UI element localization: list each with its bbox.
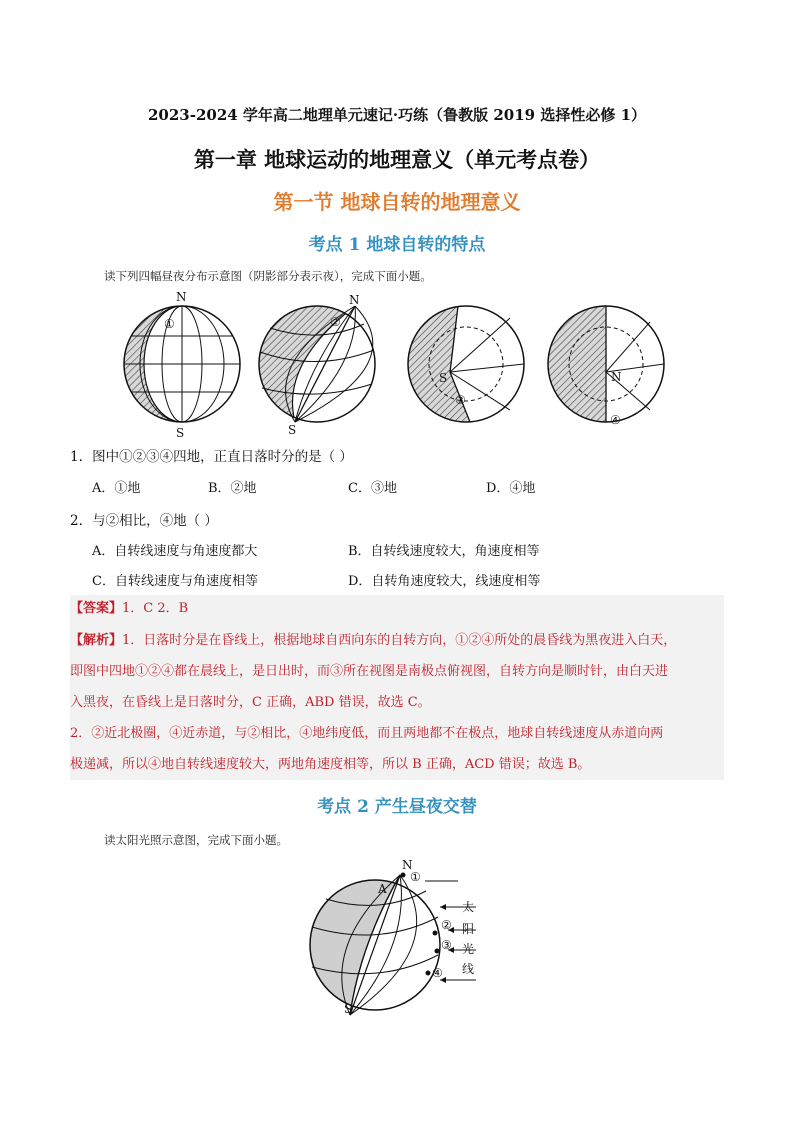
q2-option-a[interactable]: A．自转线速度与角速度都大 (92, 544, 258, 559)
sun-label-4: 线 (462, 962, 475, 976)
marker-4: ④ (610, 413, 621, 427)
chapter-title: 第一章 地球运动的地理意义（单元考点卷） (193, 147, 601, 172)
q1-option-d[interactable]: D．④地 (486, 481, 536, 496)
question-1-stem: 1．图中①②③④四地，正直日落时分的是（ ） (70, 449, 353, 465)
fig2-marker-1: ① (410, 870, 421, 884)
globe2-s-label: S (288, 423, 297, 437)
globe1-s-label: S (176, 426, 185, 440)
globe-4 (540, 292, 664, 438)
fig2-marker-3: ③ (441, 938, 452, 952)
series-title: 2023-2024 学年高二地理单元速记·巧练（鲁教版 2019 选择性必修 1） (147, 106, 647, 124)
point2-intro: 读太阳光照示意图，完成下面小题。 (104, 833, 288, 847)
q2-option-c[interactable]: C．自转线速度与角速度相等 (92, 574, 258, 589)
globe3-s-label: S (439, 371, 448, 385)
point2-title: 考点 2 产生昼夜交替 (317, 797, 477, 817)
answer-text: 1．C 2．B (122, 601, 189, 616)
point1-intro: 读下列四幅昼夜分布示意图（阴影部分表示夜），完成下面小题。 (104, 269, 432, 283)
analysis-label: 【解析】 (70, 633, 123, 648)
point1-title: 考点 1 地球自转的特点 (308, 235, 486, 255)
marker-2: ② (330, 315, 341, 329)
globe-2 (250, 292, 390, 438)
marker-3: ③ (455, 393, 466, 407)
day-night-figure (110, 292, 670, 438)
section-title: 第一节 地球自转的地理意义 (273, 190, 521, 214)
analysis-line-4: 2．②近北极圈，④近赤道，与②相比，④地纬度低，而且两地都不在极点，地球自转线速度从赤道向两 (70, 726, 664, 741)
answer-label: 【答案】 (70, 601, 123, 616)
globe-3 (400, 292, 540, 438)
fig2-s-label: S (344, 1002, 353, 1016)
fig2-n-label: N (402, 858, 413, 872)
globe4-n-label: N (611, 370, 622, 384)
q1-option-a[interactable]: A．①地 (92, 481, 141, 496)
analysis-line-3: 入黑夜，在昏线上是日落时分，C 正确，ABD 错误，故选 C。 (70, 695, 431, 710)
globe1-n-label: N (176, 290, 187, 304)
q1-option-b[interactable]: B．②地 (208, 481, 257, 496)
sunlight-figure (300, 855, 500, 1020)
analysis-line-5: 极递减，所以④地自转线速度较大，两地角速度相等，所以 B 正确，ACD 错误；故选 B。 (70, 757, 591, 772)
fig2-marker-2: ② (441, 918, 452, 932)
fig2-a-label: A (378, 882, 387, 896)
fig2-marker-4: ④ (432, 966, 443, 980)
q2-option-d[interactable]: D．自转角速度较大，线速度相等 (348, 574, 541, 589)
globe-1 (110, 292, 260, 438)
answer-line (70, 594, 726, 624)
analysis-line-1 (70, 626, 726, 656)
marker-1: ① (164, 317, 175, 331)
sun-label-1: 太 (462, 900, 475, 914)
analysis-text-1: 1．日落时分是在昏线上，根据地球自西向东的自转方向，①②④所处的晨昏线为黑夜进入白天， (122, 633, 677, 648)
q2-option-b[interactable]: B．自转线速度较大，角速度相等 (348, 544, 540, 559)
sun-label-2: 阳 (462, 922, 475, 936)
globe2-n-label: N (349, 293, 360, 307)
analysis-line-2: 即图中四地①②④都在晨线上，是日出时，而③所在视图是南极点俯视图，自转方向是顺时针，由白天进 (70, 664, 669, 679)
sun-label-3: 光 (462, 942, 475, 956)
q1-option-c[interactable]: C．③地 (348, 481, 397, 496)
question-2-stem: 2．与②相比，④地（ ） (70, 513, 218, 529)
